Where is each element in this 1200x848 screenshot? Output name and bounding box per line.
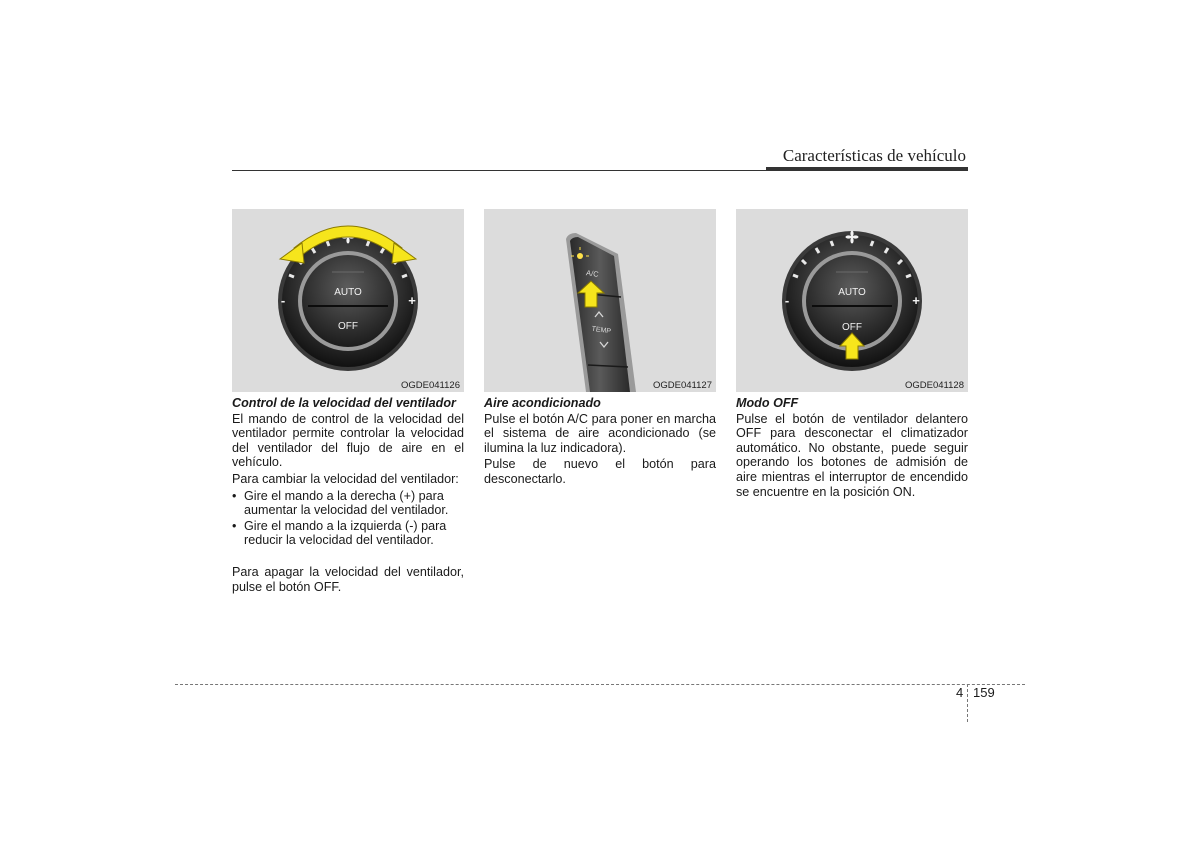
minus-label: - [280, 293, 286, 308]
header-rule [232, 170, 768, 171]
figure-code: OGDE041127 [653, 380, 712, 391]
bullet-item: • Gire el mando a la derecha (+) para aumentar la velocidad del ventilador. [232, 489, 464, 518]
plus-label: + [912, 293, 920, 308]
figure-code: OGDE041128 [905, 380, 964, 391]
paragraph: Pulse el botón de ventilador delantero OFF para desconectar el climatizador automático. No obstante, puede seguir operando los botones de admisión de aire mientras el interruptor de encendido se encuentre en la posición ON. [736, 411, 968, 499]
ac-indicator-light [577, 253, 583, 259]
footer-divider [967, 684, 968, 722]
bullet-item: • Gire el mando a la izquierda (-) para reducir la velocidad del ventilador. [232, 519, 464, 548]
section-title: Características de vehículo [782, 146, 966, 165]
column-fan-speed [232, 396, 464, 594]
ac-strip-illustration [484, 209, 716, 392]
auto-label: AUTO [334, 287, 362, 298]
figure-ac [484, 209, 716, 392]
figure-off [736, 209, 968, 392]
off-label: OFF [842, 322, 862, 333]
header-rule-accent [766, 167, 968, 171]
paragraph: Para cambiar la velocidad del ventilador: [232, 471, 459, 486]
paragraph: El mando de control de la velocidad del ventilador permite controlar la velocidad del ventilador del flujo de aire en el vehículo. [232, 411, 464, 470]
page-number: 159 [973, 685, 995, 700]
column-ac [484, 396, 716, 487]
paragraph: Para apagar la velocidad del ventilador, pulse el botón OFF. [232, 564, 464, 594]
footer-rule [175, 684, 1025, 685]
paragraph: Pulse el botón A/C para poner en marcha el sistema de aire acondicionado (se ilumina la luz indicadora). [484, 411, 716, 455]
off-label: OFF [338, 321, 358, 332]
section-heading: Aire acondicionado [484, 396, 601, 410]
temp-label: TEMP [591, 325, 612, 336]
paragraph: Pulse de nuevo el botón para desconectarlo. [484, 457, 716, 486]
section-heading: Modo OFF [736, 396, 799, 410]
figure-fan-speed [232, 209, 464, 392]
fan-knob-illustration [232, 209, 464, 392]
column-off-mode [736, 396, 968, 499]
bullet-list [232, 489, 464, 548]
figure-code: OGDE041126 [401, 380, 460, 391]
minus-label: - [784, 293, 790, 308]
ac-label: A/C [585, 268, 600, 279]
section-heading: Control de la velocidad del ventilador [232, 396, 456, 410]
plus-label: + [408, 293, 416, 308]
auto-label: AUTO [838, 287, 866, 298]
chapter-number: 4 [956, 685, 964, 700]
off-knob-illustration [736, 209, 968, 392]
